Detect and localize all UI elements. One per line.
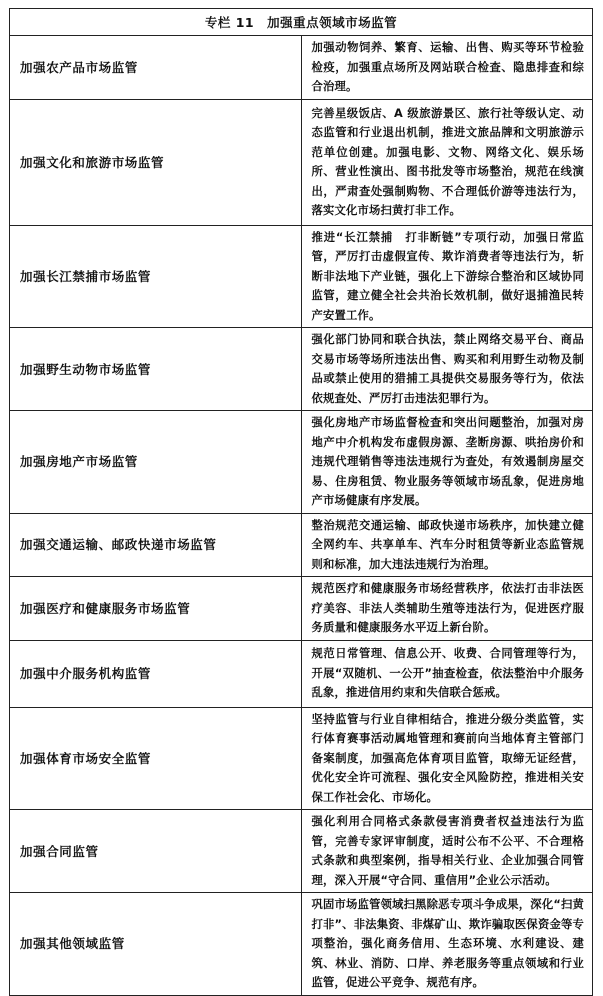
title-row — [10, 9, 593, 36]
category-cell: 加强中介服务机构监管 — [10, 640, 302, 707]
special-column-table — [9, 8, 593, 996]
description-cell: 强化部门协同和联合执法，禁止网络交易平台、商品交易市场等场所违法出售、购买和利用野生动物及制品或禁止使用的猎捕工具提供交易服务等行为，依法依规查处、严厉打击违法犯罪行为。 — [301, 328, 593, 411]
description-cell: 推进“长江禁捕 打非断链”专项行动，加强日常监管，严厉打击虚假宣传、欺诈消费者等违法行为，斩断非法地下产业链，强化上下游综合整治和区域协同监管，建立健全社会共治长效机制，做好退捕渔民转产安置工作。 — [301, 225, 593, 328]
description-cell: 完善星级饭店、A 级旅游景区、旅行社等级认定、动态监管和行业退出机制，推进文旅品牌和文明旅游示范单位创建。加强电影、文物、网络文化、娱乐场所、营业性演出、图书批发等市场整治，规范在线演出，严肃查处强制购物、不合理低价游等违法行为，落实文化市场扫黄打非工作。 — [301, 99, 593, 225]
description-cell: 强化利用合同格式条款侵害消费者权益违法行为监管，完善专家评审制度，适时公布不公平、不合理格式条款和典型案例，指导相关行业、企业加强合同管理，深入开展“守合同、重信用”企业公示活动。 — [301, 810, 593, 893]
description-cell: 坚持监管与行业自律相结合，推进分级分类监管，实行体育赛事活动属地管理和赛前向当地体育主管部门备案制度，加强高危体育项目监管，取缔无证经营，优化安全许可流程、强化安全风险防控，推进相关安保工作社会化、市场化。 — [301, 707, 593, 810]
category-cell: 加强交通运输、邮政快递市场监管 — [10, 513, 302, 577]
category-cell: 加强合同监管 — [10, 810, 302, 893]
table-row — [10, 640, 593, 707]
table-row — [10, 411, 593, 514]
table-row — [10, 893, 593, 996]
table-row — [10, 99, 593, 225]
table-row — [10, 810, 593, 893]
category-cell: 加强医疗和健康服务市场监管 — [10, 577, 302, 641]
category-cell: 加强长江禁捕市场监管 — [10, 225, 302, 328]
table-row — [10, 328, 593, 411]
description-cell: 规范日常管理、信息公开、收费、合同管理等行为，开展“双随机、一公开”抽查检查，依法整治中介服务乱象，推进信用约束和失信联合惩戒。 — [301, 640, 593, 707]
table-title: 专栏 11 加强重点领域市场监管 — [10, 9, 593, 36]
table-row — [10, 707, 593, 810]
category-cell: 加强野生动物市场监管 — [10, 328, 302, 411]
category-cell: 加强文化和旅游市场监管 — [10, 99, 302, 225]
description-cell: 整治规范交通运输、邮政快递市场秩序，加快建立健全网约车、共享单车、汽车分时租赁等新业态监管规则和标准，加大违法违规行为治理。 — [301, 513, 593, 577]
category-cell: 加强体育市场安全监管 — [10, 707, 302, 810]
description-cell: 规范医疗和健康服务市场经营秩序，依法打击非法医疗美容、非法人类辅助生殖等违法行为，促进医疗服务质量和健康服务水平迈上新台阶。 — [301, 577, 593, 641]
table-row — [10, 36, 593, 100]
description-cell: 巩固市场监管领域扫黑除恶专项斗争成果，深化“扫黄打非”、非法集资、非煤矿山、欺诈骗取医保资金等专项整治，强化商务信用、生态环境、水利建设、建筑、林业、消防、口岸、养老服务等重点领域和行业监管，促进公平竞争、规范有序。 — [301, 893, 593, 996]
category-cell: 加强房地产市场监管 — [10, 411, 302, 514]
category-cell: 加强其他领域监管 — [10, 893, 302, 996]
description-cell: 加强动物饲养、繁育、运输、出售、购买等环节检验检疫，加强重点场所及网站联合检查、隐患排查和综合治理。 — [301, 36, 593, 100]
table-row — [10, 577, 593, 641]
table-row — [10, 513, 593, 577]
category-cell: 加强农产品市场监管 — [10, 36, 302, 100]
table-row — [10, 225, 593, 328]
description-cell: 强化房地产市场监督检查和突出问题整治，加强对房地产中介机构发布虚假房源、垄断房源、哄抬房价和违规代理销售等违法违规行为查处，有效遏制房屋交易、住房租赁、物业服务等领域市场乱象，促进房地产市场健康有序发展。 — [301, 411, 593, 514]
